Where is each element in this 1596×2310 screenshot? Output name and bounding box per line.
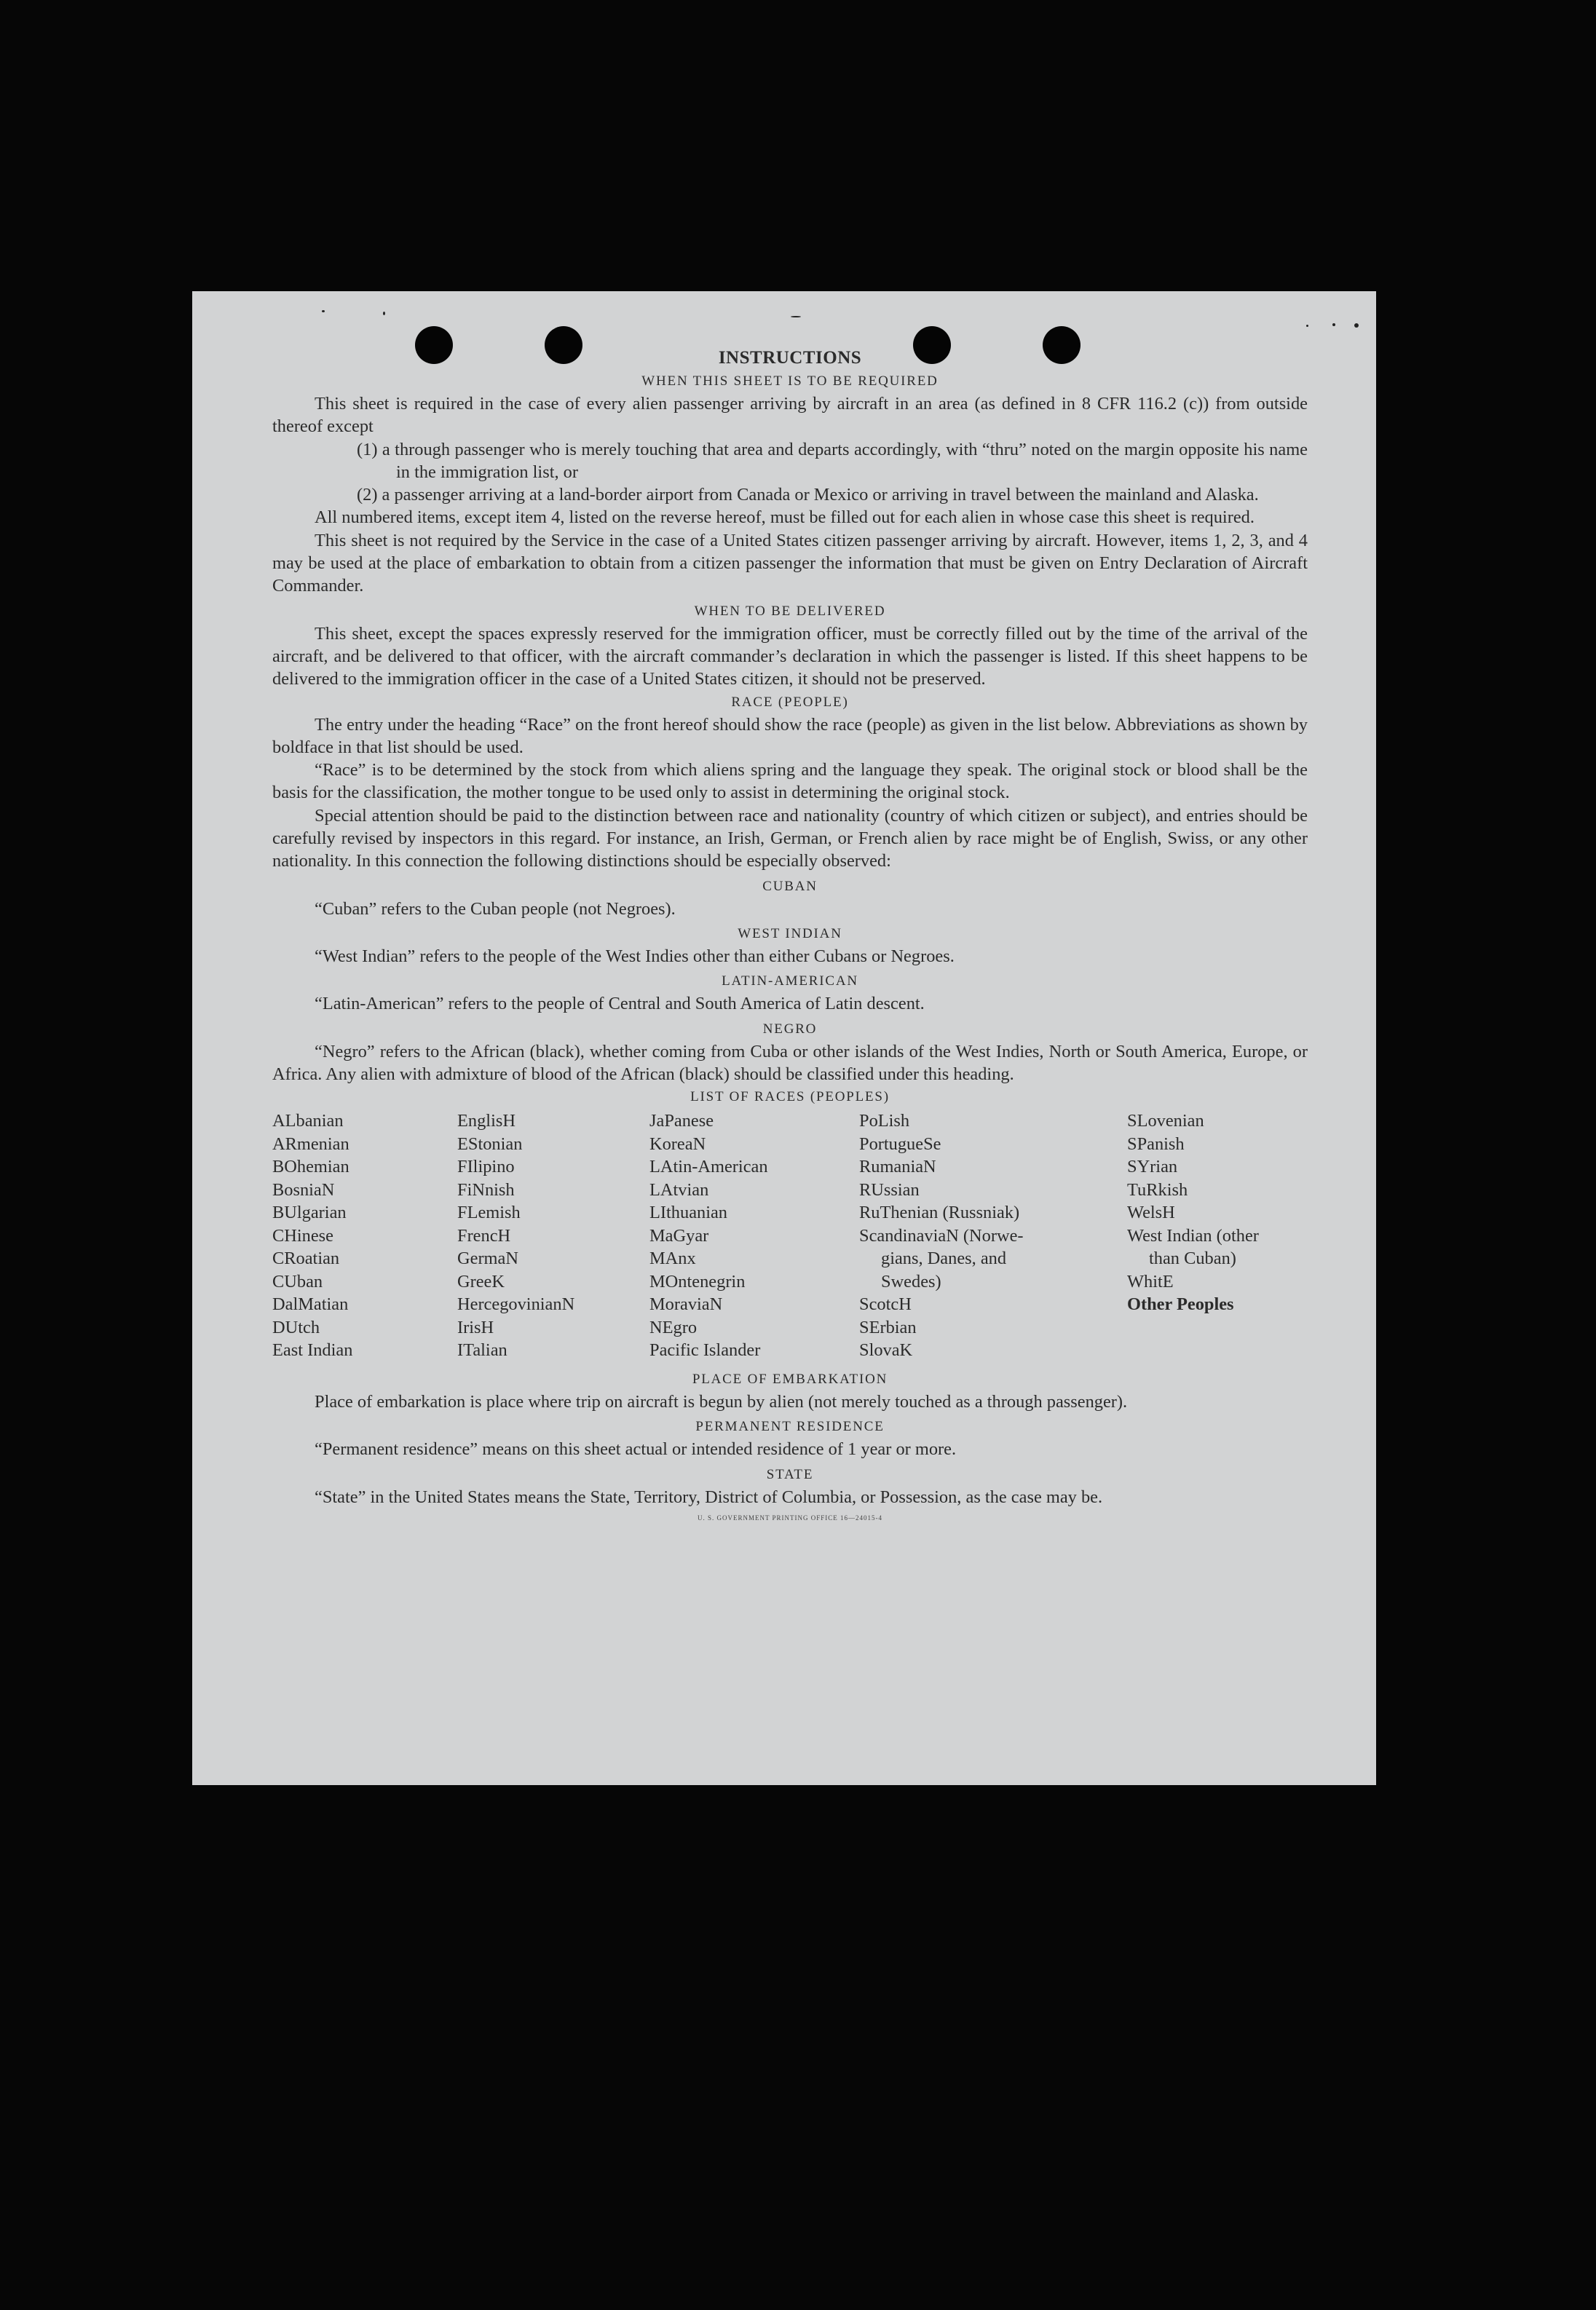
- paragraph: “West Indian” refers to the people of the West Indies other than either Cubans or Negroes.: [315, 946, 955, 966]
- race-entry: gians, Danes, and: [881, 1249, 1007, 1269]
- race-entry: MoraviaN: [649, 1294, 723, 1315]
- race-entry: FiNnish: [457, 1179, 515, 1200]
- page-title: INSTRUCTIONS: [718, 348, 862, 368]
- race-entry: DUtch: [272, 1317, 320, 1337]
- race-entry: West Indian (other: [1127, 1225, 1259, 1246]
- paragraph: “Cuban” refers to the Cuban people (not Negroes).: [315, 898, 676, 919]
- race-entry: BOhemian: [272, 1157, 349, 1177]
- paragraph: “Negro” refers to the African (black), whether coming from Cuba or other islands of the West Indies, North or South America, Europe, or Africa. Any alien with admixture of blood of the African (black) should be classified under this heading.: [272, 1041, 1308, 1084]
- paper-speck: [1354, 323, 1359, 328]
- section-heading-embarkation: PLACE OF EMBARKATION: [692, 1372, 888, 1388]
- paragraph: This sheet, except the spaces expressly reserved for the immigration officer, must be correctly filled out by the time of the arrival of the aircraft, and be delivered to that officer, with the aircraft commander’s declaration in which the passenger is listed. If this sheet happens to be delivered to the immigration officer in the case of a United States citizen, it should not be preserved.: [272, 623, 1308, 689]
- race-entry: RumaniaN: [859, 1157, 936, 1177]
- race-entry: LIthuanian: [649, 1203, 728, 1223]
- race-entry: MAnx: [649, 1249, 696, 1269]
- race-entry: BosniaN: [272, 1179, 335, 1200]
- race-entry: LAtvian: [649, 1179, 709, 1200]
- section-heading-latin-american: LATIN-AMERICAN: [722, 973, 858, 989]
- race-entry: SPanish: [1127, 1134, 1185, 1154]
- race-entry: BUlgarian: [272, 1203, 347, 1223]
- paragraph: “State” in the United States means the State, Territory, District of Columbia, or Possession, as the case may be.: [315, 1487, 1103, 1507]
- paper-speck: [322, 310, 325, 312]
- race-entry: than Cuban): [1149, 1249, 1236, 1269]
- race-entry: ScandinaviaN (Norwe-: [859, 1225, 1024, 1246]
- race-entry: LAtin-American: [649, 1157, 768, 1177]
- race-list: [272, 1109, 1308, 1366]
- race-entry: Other Peoples: [1127, 1294, 1234, 1315]
- instructions-content: [272, 347, 1308, 1523]
- paragraph: “Permanent residence” means on this sheet actual or intended residence of 1 year or more.: [315, 1439, 957, 1460]
- race-column: [649, 1109, 839, 1362]
- race-entry: DalMatian: [272, 1294, 349, 1315]
- race-entry: CHinese: [272, 1225, 333, 1246]
- race-entry: PoLish: [859, 1111, 910, 1131]
- race-entry: JaPanese: [649, 1111, 714, 1131]
- list-item: (1) a through passenger who is merely touching that area and departs accordingly, with “thru” noted on the margin opposite his name in the immigration list, or: [357, 439, 1308, 482]
- race-entry: CUban: [272, 1271, 323, 1292]
- paragraph: Special attention should be paid to the distinction between race and nationality (country of which citizen or subject), and entries should be carefully revised by inspectors in this regard. For instance, an Irish, German, or French alien by race might be of English, Swiss, or any other nationality. In this connection the following distinctions should be especially observed:: [272, 805, 1308, 871]
- paragraph: Place of embarkation is place where trip on aircraft is begun by alien (not merely touched as a through passenger).: [315, 1392, 1128, 1412]
- race-entry: IrisH: [457, 1317, 494, 1337]
- race-entry: RuThenian (Russniak): [859, 1203, 1020, 1223]
- paper-speck: [791, 316, 801, 317]
- race-entry: RUssian: [859, 1179, 920, 1200]
- race-entry: WhitE: [1127, 1271, 1174, 1292]
- race-entry: FIlipino: [457, 1157, 515, 1177]
- section-heading-cuban: CUBAN: [762, 878, 818, 894]
- section-heading-race: RACE (PEOPLE): [731, 694, 849, 710]
- race-entry: PortugueSe: [859, 1134, 941, 1154]
- race-entry: FLemish: [457, 1203, 521, 1223]
- printer-imprint: U. S. GOVERNMENT PRINTING OFFICE 16—24015-4: [697, 1514, 883, 1522]
- paragraph: This sheet is required in the case of every alien passenger arriving by aircraft in an area (as defined in 8 CFR 116.2 (c)) from outside thereof except: [272, 394, 1308, 437]
- race-entry: NEgro: [649, 1317, 698, 1337]
- race-entry: GreeK: [457, 1271, 505, 1292]
- race-entry: GermaN: [457, 1249, 518, 1269]
- race-entry: CRoatian: [272, 1249, 340, 1269]
- paper-speck: [1306, 325, 1308, 327]
- race-entry: East Indian: [272, 1340, 353, 1361]
- paragraph: “Latin-American” refers to the people of Central and South America of Latin descent.: [315, 994, 925, 1014]
- race-entry: EStonian: [457, 1134, 523, 1154]
- race-entry: Swedes): [881, 1271, 941, 1292]
- race-column: [272, 1109, 440, 1362]
- race-entry: MOntenegrin: [649, 1271, 746, 1292]
- race-entry: KoreaN: [649, 1134, 706, 1154]
- race-entry: SYrian: [1127, 1157, 1178, 1177]
- paragraph: All numbered items, except item 4, listed on the reverse hereof, must be filled out for each alien in whose case this sheet is required.: [315, 507, 1255, 528]
- section-heading-negro: NEGRO: [762, 1021, 818, 1037]
- paragraph: This sheet is not required by the Service in the case of a United States citizen passenger arriving by aircraft. However, items 1, 2, 3, and 4 may be used at the place of embarkation to obtain from a citizen passenger the information that must be given on Entry Declaration of Aircraft Commander.: [272, 530, 1308, 596]
- race-entry: HercegovinianN: [457, 1294, 575, 1315]
- paper-speck: [383, 312, 385, 315]
- race-column: [457, 1109, 632, 1362]
- section-heading-required: WHEN THIS SHEET IS TO BE REQUIRED: [641, 373, 939, 389]
- section-heading-state: STATE: [766, 1466, 814, 1482]
- race-entry: SlovaK: [859, 1340, 913, 1361]
- race-entry: ITalian: [457, 1340, 507, 1361]
- race-entry: MaGyar: [649, 1225, 709, 1246]
- race-entry: Pacific Islander: [649, 1340, 761, 1361]
- section-heading-west-indian: WEST INDIAN: [738, 925, 842, 941]
- document-sheet: [192, 291, 1376, 1785]
- race-entry: ScotcH: [859, 1294, 912, 1315]
- race-entry: ALbanian: [272, 1111, 344, 1131]
- paragraph: “Race” is to be determined by the stock from which aliens spring and the language they speak. The original stock or blood shall be the basis for the classification, the mother tongue to be used only to assist in determining the original stock.: [272, 760, 1308, 803]
- section-heading-delivered: WHEN TO BE DELIVERED: [694, 603, 886, 619]
- race-entry: SLovenian: [1127, 1111, 1204, 1131]
- section-heading-residence: PERMANENT RESIDENCE: [695, 1419, 885, 1435]
- race-entry: FrencH: [457, 1225, 511, 1246]
- race-entry: ARmenian: [272, 1134, 349, 1154]
- paper-speck: [1332, 323, 1335, 326]
- race-entry: WelsH: [1127, 1203, 1175, 1223]
- race-column: [859, 1109, 1070, 1362]
- race-entry: TuRkish: [1127, 1179, 1188, 1200]
- race-entry: EnglisH: [457, 1111, 515, 1131]
- paragraph: The entry under the heading “Race” on the front hereof should show the race (people) as given in the list below. Abbreviations as shown by boldface in that list should be used.: [272, 714, 1308, 757]
- list-item: (2) a passenger arriving at a land-border airport from Canada or Mexico or arriving in travel between the mainland and Alaska.: [357, 485, 1259, 505]
- race-entry: SErbian: [859, 1317, 917, 1337]
- section-heading-races: LIST OF RACES (PEOPLES): [690, 1089, 890, 1105]
- race-column: [1127, 1109, 1308, 1316]
